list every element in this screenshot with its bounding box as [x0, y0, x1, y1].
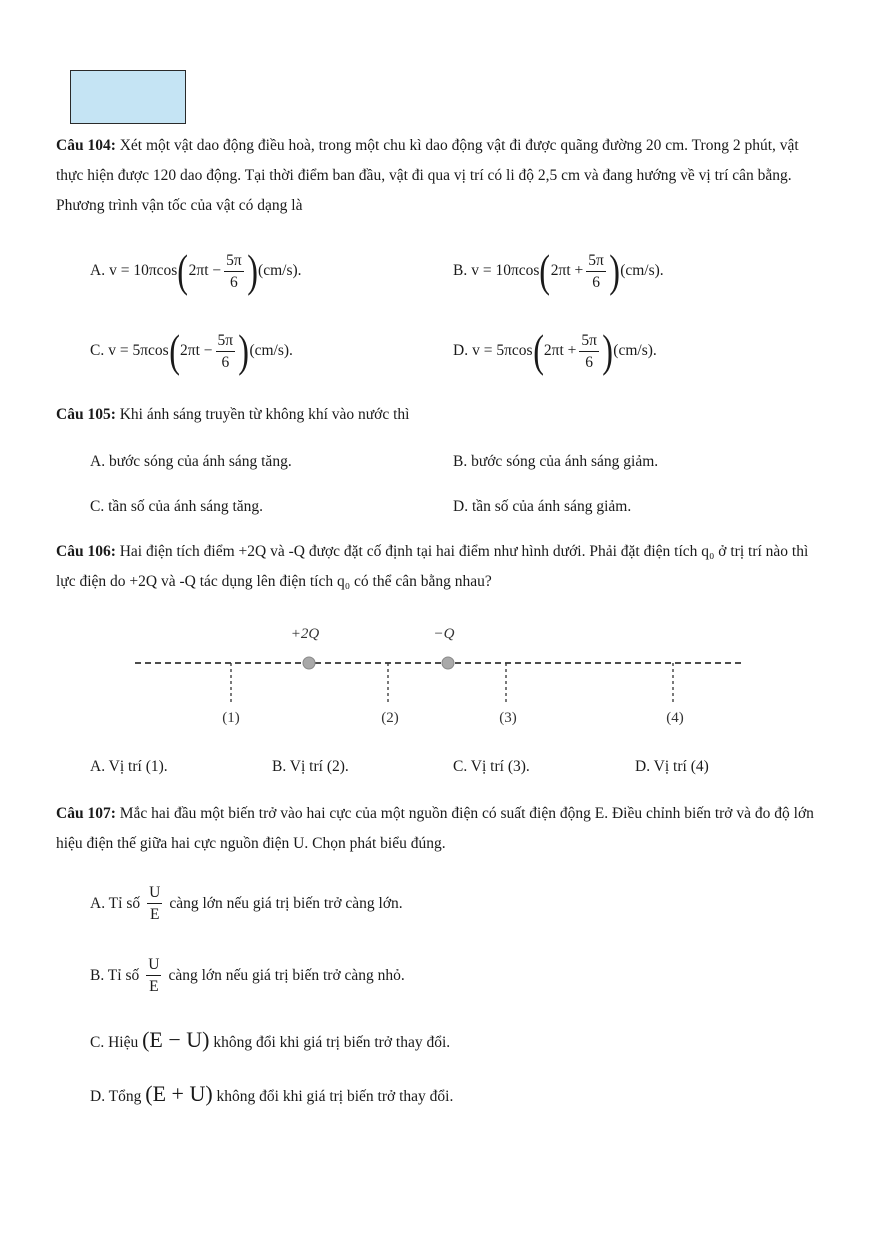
q104-option-c[interactable]: C. v = 5πcos ( 2πt − $\frac{5\pi}{6}$ ) (cm/s) . — [90, 325, 293, 376]
position-label-3: (3) — [499, 710, 517, 726]
header-box — [70, 70, 186, 124]
q105-option-c[interactable]: C. tần số của ánh sáng tăng. — [90, 498, 264, 515]
question-text: Xét một vật dao động điều hoà, trong một chu kì dao động vật đi được quãng đường 20 cm. Trong 2 phút, vật thực hiện được 120 dao động. Tại thời điểm ban đầu, vật đi qua vị trí có li độ 2,5 cm và đang hướng về vị trí cân bằng. Phương trình vận tốc của vật có dạng là — [56, 137, 799, 214]
position-label-1: (1) — [222, 710, 240, 726]
q105-option-a[interactable]: A. bước sóng của ánh sáng tăng. — [90, 453, 292, 470]
q105-option-d[interactable]: D. tần số của ánh sáng giảm. — [453, 498, 632, 515]
q104-option-d[interactable]: D. v = 5πcos ( 2πt + $\frac{5\pi}{6}$ ) (cm/s) . — [453, 325, 657, 376]
charge-plus-2q — [303, 657, 315, 669]
question-label: Câu 107: — [56, 805, 116, 822]
q104-option-a[interactable]: A. v = 10πcos ( 2πt − $\frac{5\pi}{6}$ ) (cm/s) . — [90, 245, 302, 296]
position-label-2: (2) — [381, 710, 399, 726]
q107-option-a[interactable]: A. Tỉ số $\frac{U}{E}$ càng lớn nếu giá trị biến trở càng lớn. — [90, 884, 403, 923]
label-plus-2q: +2Q — [290, 626, 320, 642]
question-text: Hai điện tích điểm +2Q và -Q được đặt cố định tại hai điểm như hình dưới. Phải đặt điện tích q₀ ở trị trí nào thì lực điện do +2Q và -Q tác dụng lên điện tích q₀ có thể cân bằng nhau? — [56, 543, 809, 590]
position-label-4: (4) — [666, 710, 684, 726]
q104-option-b[interactable]: B. v = 10πcos ( 2πt + $\frac{5\pi}{6}$ ) (cm/s) . — [453, 245, 664, 296]
question-107 — [56, 799, 816, 859]
q107-option-b[interactable]: B. Tỉ số $\frac{U}{E}$ càng lớn nếu giá trị biến trở càng nhỏ. — [90, 956, 405, 995]
question-label: Câu 105: — [56, 406, 116, 423]
q106-option-d[interactable]: D. Vị trí (4) — [635, 758, 709, 775]
label-minus-q: −Q — [433, 626, 455, 642]
question-label: Câu 104: — [56, 137, 116, 154]
q106-option-a[interactable]: A. Vị trí (1). — [90, 758, 168, 775]
charge-minus-q — [442, 657, 454, 669]
q107-option-c[interactable]: C. Hiệu (E − U) không đổi khi giá trị biến trở thay đổi. — [90, 1027, 451, 1052]
q107-option-d[interactable]: D. Tổng (E + U) không đổi khi giá trị biến trở thay đổi. — [90, 1081, 454, 1106]
charge-figure — [130, 618, 750, 738]
q105-option-b[interactable]: B. bước sóng của ánh sáng giảm. — [453, 453, 659, 470]
q106-option-b[interactable]: B. Vị trí (2). — [272, 758, 349, 775]
question-106 — [56, 537, 816, 597]
q106-option-c[interactable]: C. Vị trí (3). — [453, 758, 530, 775]
question-105 — [56, 400, 816, 430]
question-label: Câu 106: — [56, 543, 116, 560]
question-text: Khi ánh sáng truyền từ không khí vào nước thì — [119, 406, 410, 423]
question-text: Mắc hai đầu một biến trở vào hai cực của một nguồn điện có suất điện động E. Điều chỉnh biến trở và đo độ lớn hiệu điện thế giữa hai cực nguồn điện U. Chọn phát biểu đúng. — [56, 805, 814, 852]
question-104 — [56, 131, 816, 221]
